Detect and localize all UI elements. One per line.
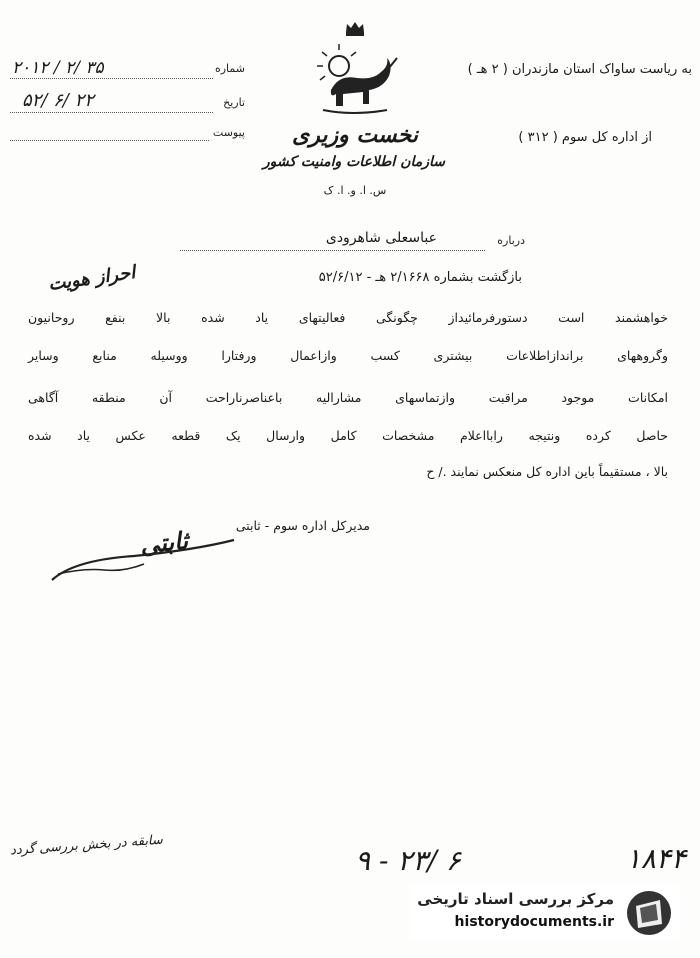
header-meta [10,60,245,140]
reference-line: بازگشت بشماره ۲/۱۶۶۸ هـ - ۵۲/۶/۱۲ [318,270,522,285]
watermark-url: historydocuments.ir [454,914,614,930]
handwritten-note-top: احراز هویت [46,262,137,295]
subject-value: عباسعلی شاهرودی [325,230,437,246]
organization-title: سازمان اطلاعات وامنیت کشور [262,154,445,170]
footer-date-middle: ۹ - ۲۳/ ۶ [355,844,461,877]
watermark-title: مرکز بررسی اسناد تاریخی [417,890,614,908]
number-value: ۲۰۱۲ / ۲/ ۳۵ [12,58,104,78]
body-line-3: امکانات موجود مراقبت وازتماسهای مشارالیه باعناصرناراحت آن منطقه آگاهی [28,390,668,405]
subject-label: درباره [497,234,525,247]
footer-note-left: سابقه در بخش بررسی گردد [9,832,164,859]
organization-abbrev: س. ا. و. ا. ک [323,184,387,197]
ministry-title: نخست وزیری [292,122,418,148]
body-line-1: خواهشمند است دستورفرمائیداز چگونگی فعالیتهای یاد شده بالا بنفع روحانیون [28,310,668,325]
watermark [410,884,680,940]
emblem [262,18,445,208]
subject-row [180,228,525,254]
signature-scrawl: ثابتی [138,525,190,560]
date-dots [10,112,213,113]
attention-line: از اداره کل سوم ( ۳۱۲ ) [518,130,652,145]
signature-title: مدیرکل اداره سوم - ثابتی [235,518,370,533]
body-line-4: حاصل کرده ونتیجه رابااعلام مشخصات کامل وارسال یک قطعه عکس یاد شده [28,428,668,443]
number-label: شماره [214,62,245,75]
body-line-5: بالا ، مستقیماً باین اداره کل منعکس نمایند ./ ح [426,464,668,479]
recipient-line: به ریاست ساواک استان مازندران ( ۲ هـ ) [467,62,692,77]
date-value: ۵۲/ ۶/ ۲۲ [22,90,94,111]
attachment-label: پیوست [212,126,245,139]
archive-logo-icon [624,888,674,938]
body-line-2: وگروههای براندازاطلاعات بیشتری کسب وازاعمال ورفتارا ووسیله منابع وسایر [28,348,668,363]
number-dots [10,78,213,79]
lion-and-sun-emblem-icon [303,18,403,118]
attachment-dots [10,140,209,141]
subject-dots [180,250,485,251]
footer-number-right: ۱۸۴۴ [625,842,686,875]
date-label: تاریخ [223,96,245,109]
signature-stroke-icon [44,520,244,590]
